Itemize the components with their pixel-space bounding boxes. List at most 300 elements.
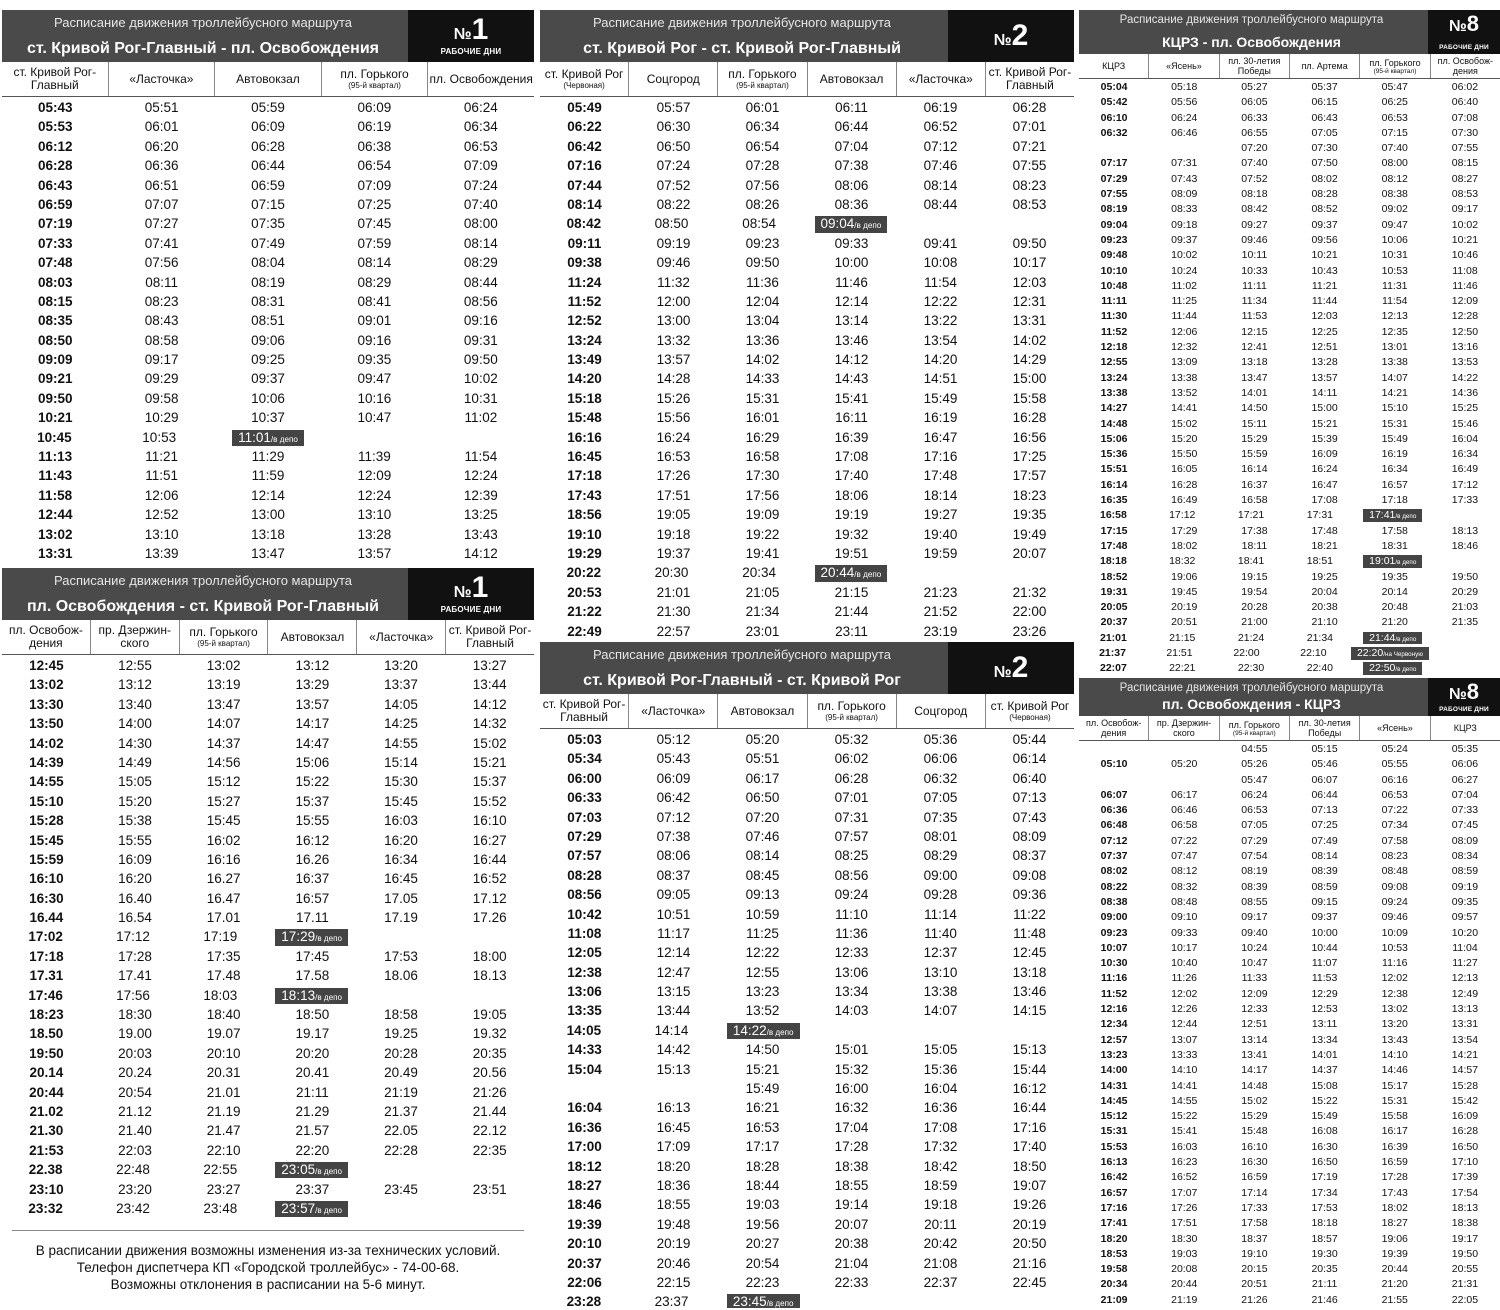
time-cell: 17:46 bbox=[28, 987, 63, 1003]
time-cell: 21.44 bbox=[472, 1103, 507, 1119]
time-cell: 08:09 bbox=[1451, 834, 1479, 847]
time-cell bbox=[429, 428, 534, 447]
time-cell: 08:18 bbox=[1241, 188, 1268, 201]
time-cell: 16:11 bbox=[835, 410, 868, 426]
depot-badge bbox=[1363, 555, 1422, 568]
time-cell: 20:11 bbox=[924, 1216, 957, 1232]
table-row bbox=[540, 749, 1074, 768]
time-cell: 07:54 bbox=[1241, 850, 1268, 863]
time-cell: 09:19 bbox=[656, 235, 691, 251]
time-cell: 04:55 bbox=[1241, 743, 1268, 755]
depot-time: 20:44 bbox=[820, 565, 855, 581]
time-cell: 18:50 bbox=[295, 1007, 330, 1023]
time-cell: 20:14 bbox=[1381, 585, 1408, 598]
column-name: ст. Кривой Рог bbox=[544, 67, 624, 81]
time-cell: 18:03 bbox=[203, 987, 238, 1003]
time-cell: 14:50 bbox=[1241, 402, 1268, 415]
time-cell: 17:57 bbox=[1012, 468, 1047, 484]
time-cell: 07:12 bbox=[656, 809, 691, 825]
time-cell: 16:39 bbox=[1381, 1140, 1408, 1153]
footer-line: В расписании движения возможны изменения из-за технических условий. bbox=[35, 1243, 501, 1258]
column-header bbox=[321, 62, 428, 96]
time-cell: 16:50 bbox=[1311, 1156, 1338, 1169]
time-cell: 13:46 bbox=[834, 332, 869, 348]
table-row bbox=[2, 408, 534, 427]
table-row bbox=[540, 98, 1074, 117]
time-cell: 09:17 bbox=[1241, 911, 1268, 924]
time-cell: 17:08 bbox=[1311, 494, 1338, 507]
time-cell: 08:51 bbox=[251, 313, 285, 329]
time-cell: 11:43 bbox=[38, 468, 73, 484]
time-cell: 20:48 bbox=[1381, 601, 1408, 614]
time-cell: 09:01 bbox=[357, 313, 392, 329]
time-cell: 12:44 bbox=[1171, 1018, 1198, 1031]
time-cell: 18:55 bbox=[656, 1197, 691, 1213]
time-cell: 20:37 bbox=[1100, 616, 1128, 629]
time-cell: 14:48 bbox=[1100, 417, 1128, 430]
time-cell: 08:56 bbox=[463, 293, 498, 309]
depot-note: /в депо bbox=[315, 1167, 342, 1177]
column-name: Соцгород bbox=[646, 71, 700, 86]
table-row bbox=[1079, 462, 1500, 477]
time-cell: 20:04 bbox=[1311, 585, 1338, 598]
table-row bbox=[540, 176, 1074, 195]
column-name: пл. Горького bbox=[728, 67, 797, 81]
route-number bbox=[1428, 11, 1500, 40]
time-cell: 08:04 bbox=[251, 255, 285, 271]
time-cell: 14:49 bbox=[118, 754, 152, 770]
time-cell: 20:08 bbox=[1171, 1263, 1198, 1276]
time-cell: 15:30 bbox=[384, 774, 418, 790]
time-cell: 20:15 bbox=[1241, 1263, 1268, 1276]
column-header bbox=[628, 694, 717, 728]
table-row bbox=[1079, 1079, 1500, 1094]
time-cell: 07:55 bbox=[1451, 142, 1479, 155]
time-cell: 06:44 bbox=[251, 158, 285, 174]
column-header bbox=[214, 62, 321, 96]
time-cell: 12:49 bbox=[1451, 987, 1479, 1000]
time-cell: 10:37 bbox=[251, 410, 285, 426]
time-cell: 10:51 bbox=[656, 906, 691, 922]
time-cell: 14:45 bbox=[1100, 1094, 1128, 1107]
time-cell: 13:40 bbox=[118, 696, 152, 712]
time-cell bbox=[1433, 646, 1500, 661]
table-row bbox=[1079, 956, 1500, 971]
time-cell: 10:00 bbox=[834, 255, 869, 271]
time-cell: 07:50 bbox=[1311, 157, 1338, 170]
route-badge bbox=[408, 10, 534, 62]
panel-header bbox=[540, 642, 1074, 694]
time-cell: 08:14 bbox=[923, 177, 958, 193]
time-cell: 05:59 bbox=[251, 100, 285, 115]
time-cell: 16:30 bbox=[29, 890, 64, 906]
time-cell: 19:15 bbox=[1241, 570, 1268, 583]
time-cell: 11:53 bbox=[1311, 972, 1338, 985]
time-cell: 16:04 bbox=[1451, 432, 1479, 445]
time-cell: 07:45 bbox=[1451, 819, 1479, 832]
time-cell: 08:48 bbox=[1171, 895, 1198, 908]
depot-badge bbox=[727, 1294, 800, 1308]
table-row bbox=[1079, 141, 1500, 156]
time-cell: 23:32 bbox=[28, 1200, 63, 1216]
time-cell: 15:21 bbox=[472, 754, 507, 770]
time-cell: 13:34 bbox=[1311, 1033, 1338, 1046]
table-row bbox=[1079, 340, 1500, 355]
time-cell: 08:52 bbox=[1311, 203, 1338, 216]
time-cell: 21:24 bbox=[1237, 631, 1265, 644]
timetable-rows bbox=[2, 98, 534, 563]
time-cell: 17:00 bbox=[567, 1139, 602, 1155]
time-cell: 11:52 bbox=[1100, 987, 1128, 1000]
time-cell: 14:22 bbox=[1451, 371, 1479, 384]
column-subname: (95-й квартал) bbox=[825, 713, 878, 722]
time-cell: 17:12 bbox=[1451, 478, 1479, 491]
column-name: пл. Освобождения bbox=[429, 71, 533, 86]
time-cell: 07:35 bbox=[251, 216, 285, 232]
panel-subtitle: Расписание движения троллейбусного маршрута bbox=[592, 15, 892, 30]
time-cell: 08:50 bbox=[654, 216, 689, 232]
time-cell: 05:49 bbox=[567, 100, 602, 115]
time-cell: 15:49 bbox=[1381, 432, 1408, 445]
depot-badge bbox=[815, 565, 888, 581]
schedule-panel-p8a bbox=[1079, 10, 1500, 678]
time-cell: 19:45 bbox=[1171, 585, 1198, 598]
time-cell: 18.06 bbox=[384, 968, 418, 984]
time-cell: 18:59 bbox=[923, 1177, 958, 1193]
time-cell: 12:29 bbox=[1311, 987, 1338, 1000]
time-cell: 08:44 bbox=[463, 274, 498, 290]
time-cell: 23:27 bbox=[206, 1181, 241, 1197]
time-cell: 05:56 bbox=[1171, 96, 1198, 109]
time-cell: 07:17 bbox=[1100, 157, 1128, 170]
time-cell: 13:36 bbox=[745, 332, 780, 348]
time-cell: 10:46 bbox=[1451, 249, 1479, 262]
time-cell: 09:21 bbox=[37, 371, 73, 387]
time-cell: 18:32 bbox=[1169, 555, 1196, 568]
table-row bbox=[1079, 1048, 1500, 1063]
time-cell: 16:19 bbox=[1381, 448, 1408, 461]
time-cell: 12:26 bbox=[1171, 1003, 1198, 1016]
table-row bbox=[2, 811, 534, 830]
table-row bbox=[2, 253, 534, 272]
time-cell: 17:17 bbox=[745, 1139, 780, 1155]
table-row bbox=[1079, 585, 1500, 600]
table-row bbox=[2, 1199, 534, 1218]
time-cell: 17:48 bbox=[1100, 539, 1128, 552]
time-cell: 13:41 bbox=[1241, 1048, 1268, 1061]
time-cell: 16:03 bbox=[1171, 1140, 1198, 1153]
time-cell: 06:09 bbox=[357, 100, 392, 115]
time-cell: 09:46 bbox=[1381, 911, 1408, 924]
time-cell: 10:00 bbox=[1311, 926, 1338, 939]
table-row bbox=[2, 331, 534, 350]
time-cell: 07:27 bbox=[144, 216, 179, 232]
time-cell: 18:46 bbox=[1451, 539, 1479, 552]
table-row bbox=[540, 943, 1074, 962]
time-cell: 10:21 bbox=[1451, 233, 1479, 246]
time-cell: 15:00 bbox=[1012, 371, 1047, 387]
time-cell: 08:14 bbox=[463, 235, 498, 251]
time-cell: 17:12 bbox=[1169, 509, 1196, 522]
time-cell: 07:15 bbox=[251, 196, 285, 212]
route-days: РАБОЧИЕ ДНИ bbox=[440, 605, 502, 614]
time-cell: 15:10 bbox=[29, 793, 64, 809]
time-cell: 19.00 bbox=[118, 1026, 152, 1042]
table-row bbox=[1079, 187, 1500, 202]
depot-time-cell bbox=[212, 428, 325, 447]
column-header bbox=[1079, 54, 1148, 78]
time-cell: 12:22 bbox=[923, 293, 958, 309]
time-cell: 13:34 bbox=[834, 984, 869, 1000]
time-cell: 13:31 bbox=[1012, 313, 1047, 329]
depot-time: 23:45 bbox=[732, 1294, 767, 1308]
depot-time-cell bbox=[264, 986, 359, 1005]
depot-note: /в депо bbox=[854, 570, 882, 580]
time-cell: 13:28 bbox=[357, 526, 392, 542]
table-row bbox=[2, 986, 534, 1005]
time-cell: 08:48 bbox=[1381, 865, 1408, 878]
time-cell: 10:21 bbox=[37, 410, 73, 426]
time-cell: 05:51 bbox=[745, 751, 780, 767]
panel-header bbox=[2, 568, 534, 620]
time-cell: 13:39 bbox=[144, 545, 179, 561]
time-cell: 06:40 bbox=[1012, 770, 1047, 786]
time-cell: 10:43 bbox=[1311, 264, 1338, 277]
time-cell: 15:55 bbox=[295, 813, 330, 829]
time-cell: 12:33 bbox=[1241, 1003, 1268, 1016]
time-cell: 12:55 bbox=[118, 658, 152, 673]
time-cell: 15:38 bbox=[118, 813, 152, 829]
table-row bbox=[540, 505, 1074, 524]
time-cell: 17:04 bbox=[834, 1119, 869, 1135]
time-cell: 07:58 bbox=[1381, 834, 1408, 847]
time-cell: 08:29 bbox=[923, 848, 958, 864]
time-cell: 06:54 bbox=[357, 158, 392, 174]
time-cell: 15:48 bbox=[1241, 1125, 1268, 1138]
time-cell: 15:08 bbox=[1311, 1079, 1338, 1092]
time-cell: 10:07 bbox=[1100, 941, 1128, 954]
table-row bbox=[540, 137, 1074, 156]
time-cell: 15:37 bbox=[295, 793, 330, 809]
time-cell: 12:44 bbox=[37, 507, 73, 523]
table-row bbox=[540, 963, 1074, 982]
time-cell: 05:12 bbox=[656, 732, 691, 747]
time-cell: 16:58 bbox=[1099, 509, 1127, 522]
time-cell: 08:56 bbox=[834, 867, 869, 883]
table-row bbox=[1079, 880, 1500, 895]
time-cell: 16:12 bbox=[1012, 1081, 1047, 1097]
time-cell: 17:12 bbox=[116, 929, 150, 945]
timetable-rows bbox=[540, 730, 1074, 1308]
time-cell: 08:34 bbox=[1451, 850, 1479, 863]
time-cell: 14:41 bbox=[1171, 1079, 1198, 1092]
column-name: пл. Освобож-дения bbox=[8, 623, 83, 650]
time-cell: 09:57 bbox=[1451, 911, 1479, 924]
time-cell: 19:10 bbox=[567, 526, 602, 542]
time-cell: 12:03 bbox=[1311, 310, 1338, 323]
time-cell: 18:46 bbox=[567, 1197, 602, 1213]
time-cell: 16:49 bbox=[1451, 463, 1479, 476]
table-row bbox=[1079, 493, 1500, 508]
time-cell: 05:03 bbox=[567, 732, 602, 747]
route-badge bbox=[948, 10, 1074, 62]
time-cell: 11:51 bbox=[145, 468, 178, 484]
column-headers bbox=[540, 62, 1074, 97]
time-cell: 14:27 bbox=[1100, 402, 1128, 415]
time-cell: 07:13 bbox=[1012, 790, 1047, 806]
time-cell: 17:41 bbox=[1100, 1217, 1128, 1230]
time-cell: 14:55 bbox=[1171, 1094, 1198, 1107]
time-cell: 12:14 bbox=[251, 487, 285, 503]
table-row bbox=[1079, 1033, 1500, 1048]
time-cell: 13:27 bbox=[472, 658, 507, 673]
time-cell: 15:50 bbox=[1171, 448, 1198, 461]
time-cell: 15:11 bbox=[1241, 417, 1268, 430]
time-cell: 13:49 bbox=[567, 352, 602, 368]
time-cell: 09:02 bbox=[1381, 203, 1408, 216]
time-cell: 13:57 bbox=[656, 352, 691, 368]
time-cell: 16:47 bbox=[1311, 478, 1338, 491]
time-cell: 10:06 bbox=[251, 390, 285, 406]
time-cell: 17:33 bbox=[1451, 494, 1479, 507]
time-cell: 14:46 bbox=[1381, 1064, 1408, 1077]
time-cell: 18:52 bbox=[1100, 570, 1128, 583]
time-cell: 09:58 bbox=[144, 390, 179, 406]
time-cell: 06:55 bbox=[1241, 126, 1268, 139]
time-cell: 12:09 bbox=[1241, 987, 1268, 1000]
depot-note: /в депо bbox=[315, 934, 342, 944]
time-cell: 13:19 bbox=[206, 677, 241, 693]
time-cell: 16:17 bbox=[1381, 1125, 1408, 1138]
time-cell: 17:39 bbox=[1451, 1171, 1479, 1184]
table-row bbox=[1079, 849, 1500, 864]
column-name: Автовокзал bbox=[280, 629, 345, 644]
table-row bbox=[540, 769, 1074, 788]
time-cell: 11:21 bbox=[145, 449, 178, 465]
time-cell: 20:20 bbox=[295, 1045, 330, 1061]
time-cell: 11:44 bbox=[1171, 310, 1197, 323]
time-cell: 10:11 bbox=[1241, 249, 1268, 262]
time-cell: 18:42 bbox=[923, 1158, 958, 1174]
time-cell: 08:23 bbox=[144, 293, 179, 309]
time-cell: 11:32 bbox=[657, 274, 690, 290]
time-cell: 20:05 bbox=[1100, 601, 1128, 614]
panel-title: пл. Освобождения - КЦРЗ bbox=[1162, 696, 1341, 712]
time-cell: 13:10 bbox=[923, 964, 958, 980]
time-cell: 19:29 bbox=[567, 545, 602, 561]
time-cell: 15:53 bbox=[1100, 1140, 1128, 1153]
time-cell: 17:58 bbox=[1381, 524, 1408, 537]
time-cell: 06:53 bbox=[1381, 788, 1408, 801]
time-cell: 13:33 bbox=[1171, 1048, 1198, 1061]
time-cell: 14:55 bbox=[384, 735, 418, 751]
time-cell: 06:28 bbox=[834, 770, 869, 786]
time-cell: 11:10 bbox=[835, 906, 868, 922]
time-cell: 12:04 bbox=[745, 293, 780, 309]
time-cell: 07:29 bbox=[1241, 834, 1268, 847]
time-cell: 09:38 bbox=[567, 255, 602, 271]
time-cell: 16:44 bbox=[472, 851, 507, 867]
column-header bbox=[2, 620, 90, 654]
table-row bbox=[2, 1160, 534, 1179]
time-cell: 06:17 bbox=[1171, 788, 1198, 801]
time-cell: 05:43 bbox=[656, 751, 691, 767]
time-cell: 15:59 bbox=[1241, 448, 1268, 461]
depot-badge bbox=[1363, 509, 1422, 522]
time-cell: 07:03 bbox=[567, 809, 602, 825]
time-cell: 12:16 bbox=[1100, 1003, 1128, 1016]
table-row bbox=[1079, 941, 1500, 956]
time-cell: 08:59 bbox=[1311, 880, 1338, 893]
column-name: пл. Артема bbox=[1301, 61, 1348, 71]
time-cell: 07:38 bbox=[834, 158, 869, 174]
time-cell: 07:55 bbox=[1100, 188, 1128, 201]
time-cell: 16:58 bbox=[745, 449, 780, 465]
depot-time: 17:41 bbox=[1369, 509, 1396, 522]
time-cell: 21:31 bbox=[1451, 1278, 1479, 1291]
column-header bbox=[1430, 716, 1500, 740]
time-cell: 13:28 bbox=[1311, 356, 1338, 369]
time-cell: 19:39 bbox=[567, 1216, 602, 1232]
time-cell bbox=[629, 1079, 718, 1098]
time-cell: 18:20 bbox=[1100, 1232, 1128, 1245]
table-row bbox=[1079, 126, 1500, 141]
column-name: «Ласточка» bbox=[369, 629, 434, 644]
table-row bbox=[1079, 524, 1500, 539]
time-cell: 15:27 bbox=[206, 793, 241, 809]
time-cell: 15:12 bbox=[206, 774, 241, 790]
time-cell: 18:14 bbox=[923, 487, 958, 503]
time-cell: 10:47 bbox=[357, 410, 392, 426]
table-row bbox=[2, 831, 534, 850]
time-cell: 20.41 bbox=[295, 1065, 330, 1081]
table-row bbox=[1079, 95, 1500, 110]
table-row bbox=[1079, 1124, 1500, 1139]
time-cell: 22.12 bbox=[472, 1123, 507, 1139]
time-cell: 09:09 bbox=[37, 352, 73, 368]
time-cell: 14:33 bbox=[745, 371, 780, 387]
time-cell: 08:39 bbox=[1241, 880, 1268, 893]
time-cell: 21.29 bbox=[295, 1103, 330, 1119]
time-cell: 10:24 bbox=[1171, 264, 1198, 277]
time-cell: 16:34 bbox=[1451, 448, 1479, 461]
time-cell: 17.19 bbox=[384, 910, 418, 926]
column-headers bbox=[2, 620, 534, 655]
time-cell: 18:18 bbox=[1311, 1217, 1338, 1230]
time-cell: 06:43 bbox=[1311, 111, 1338, 124]
time-cell: 08:33 bbox=[1171, 203, 1198, 216]
time-cell: 15:41 bbox=[1171, 1125, 1198, 1138]
table-row bbox=[540, 827, 1074, 846]
table-row bbox=[1079, 1109, 1500, 1124]
column-headers bbox=[1079, 716, 1500, 741]
time-cell: 13:38 bbox=[1171, 371, 1198, 384]
time-cell: 07:22 bbox=[1381, 804, 1408, 817]
time-cell: 15:31 bbox=[1381, 1094, 1408, 1107]
time-cell: 10:40 bbox=[1171, 957, 1198, 970]
time-cell: 16:52 bbox=[472, 871, 507, 887]
time-cell: 15:55 bbox=[118, 832, 152, 848]
time-cell: 15:10 bbox=[1381, 402, 1408, 415]
time-cell: 14:55 bbox=[29, 774, 64, 790]
table-row bbox=[540, 1040, 1074, 1059]
time-cell bbox=[359, 927, 446, 946]
column-header bbox=[445, 620, 534, 654]
panel-title: ст. Кривой Рог-Главный - ст. Кривой Рог bbox=[583, 672, 901, 689]
time-cell: 14:02 bbox=[1012, 332, 1047, 348]
time-cell: 07:47 bbox=[1171, 850, 1198, 863]
depot-note: /в депо bbox=[1395, 513, 1417, 521]
